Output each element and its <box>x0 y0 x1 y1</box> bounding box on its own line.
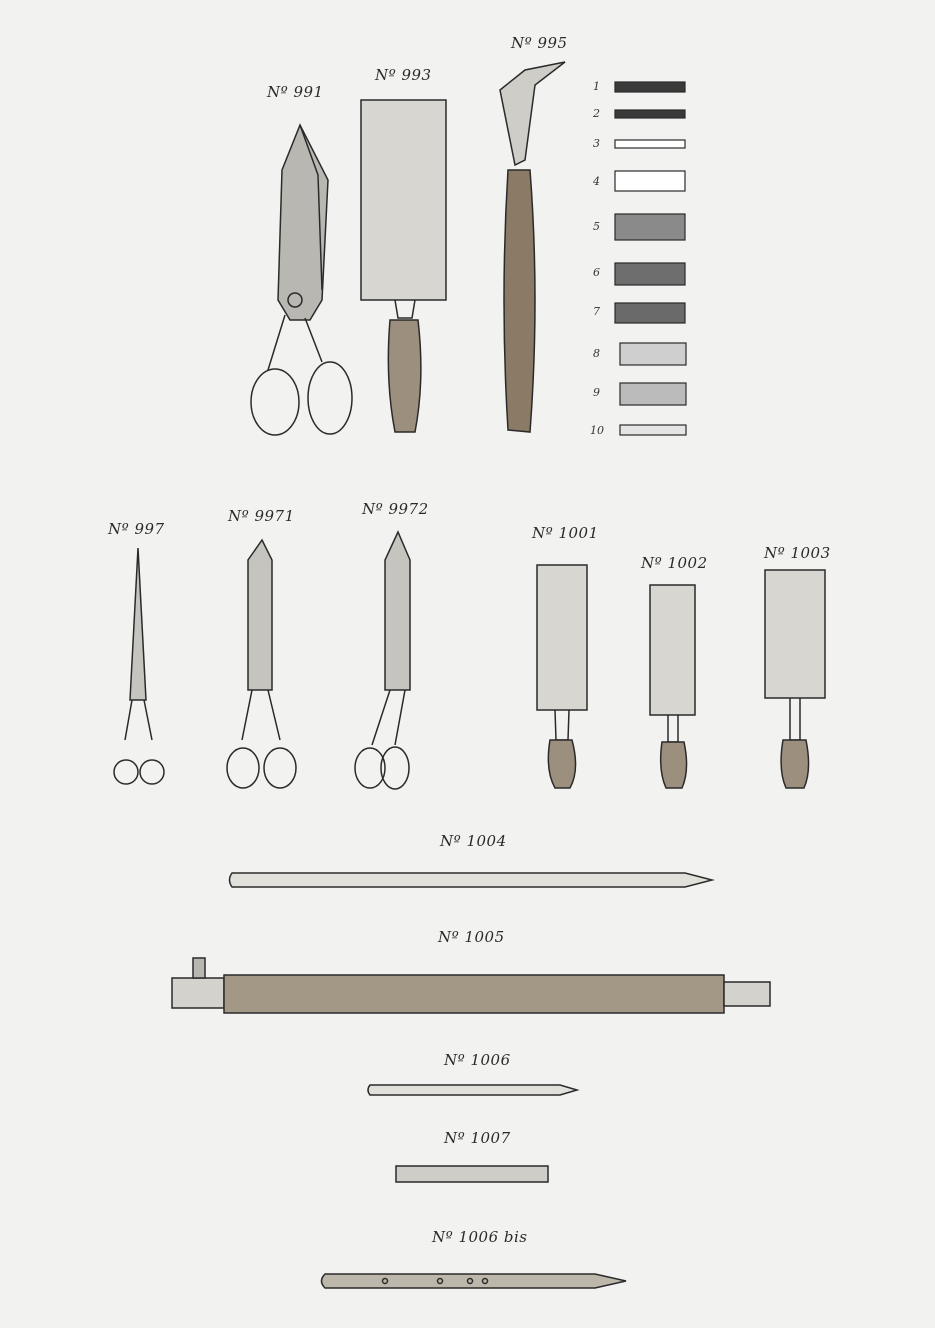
label-9971: Nº 9971 <box>228 507 295 525</box>
label-1006bis: Nº 1006 bis <box>432 1228 528 1246</box>
profile-number: 6 <box>593 266 600 279</box>
profile-number: 7 <box>593 305 600 318</box>
profile-number: 3 <box>593 137 600 150</box>
scissors-997-drawing <box>114 548 164 784</box>
scraper-1001-drawing <box>537 565 587 788</box>
profile-number: 10 <box>590 424 604 437</box>
tool-1006bis-drawing <box>322 1274 627 1288</box>
label-1003: Nº 1003 <box>764 544 831 562</box>
profile-number: 4 <box>593 175 600 188</box>
tool-1005-drawing <box>172 958 770 1013</box>
profile-number: 8 <box>593 347 600 360</box>
profile-number: 9 <box>593 386 600 399</box>
label-1001: Nº 1001 <box>532 524 599 542</box>
shears-991-drawing <box>251 125 352 435</box>
knife-995-drawing <box>500 62 565 432</box>
profile-number: 5 <box>593 220 600 233</box>
label-1007: Nº 1007 <box>444 1129 511 1147</box>
profile-strips-drawing <box>615 82 686 435</box>
scraper-1003-drawing <box>765 570 825 788</box>
profile-number: 1 <box>593 80 600 93</box>
label-1006: Nº 1006 <box>444 1051 511 1069</box>
rod-1006-drawing <box>368 1085 577 1095</box>
label-995: Nº 995 <box>511 34 568 52</box>
label-1005: Nº 1005 <box>438 928 505 946</box>
scissors-9971-drawing <box>227 540 296 788</box>
label-1004: Nº 1004 <box>440 832 507 850</box>
label-993: Nº 993 <box>375 66 432 84</box>
scissors-9972-drawing <box>355 532 410 789</box>
label-1002: Nº 1002 <box>641 554 708 572</box>
bar-1007-drawing <box>396 1166 548 1182</box>
label-9972: Nº 9972 <box>362 500 429 518</box>
profile-number: 2 <box>593 107 600 120</box>
label-991: Nº 991 <box>267 83 324 101</box>
rod-1004-drawing <box>230 873 713 887</box>
label-997: Nº 997 <box>108 520 165 538</box>
scraper-993-drawing <box>361 100 446 432</box>
scraper-1002-drawing <box>650 585 695 788</box>
